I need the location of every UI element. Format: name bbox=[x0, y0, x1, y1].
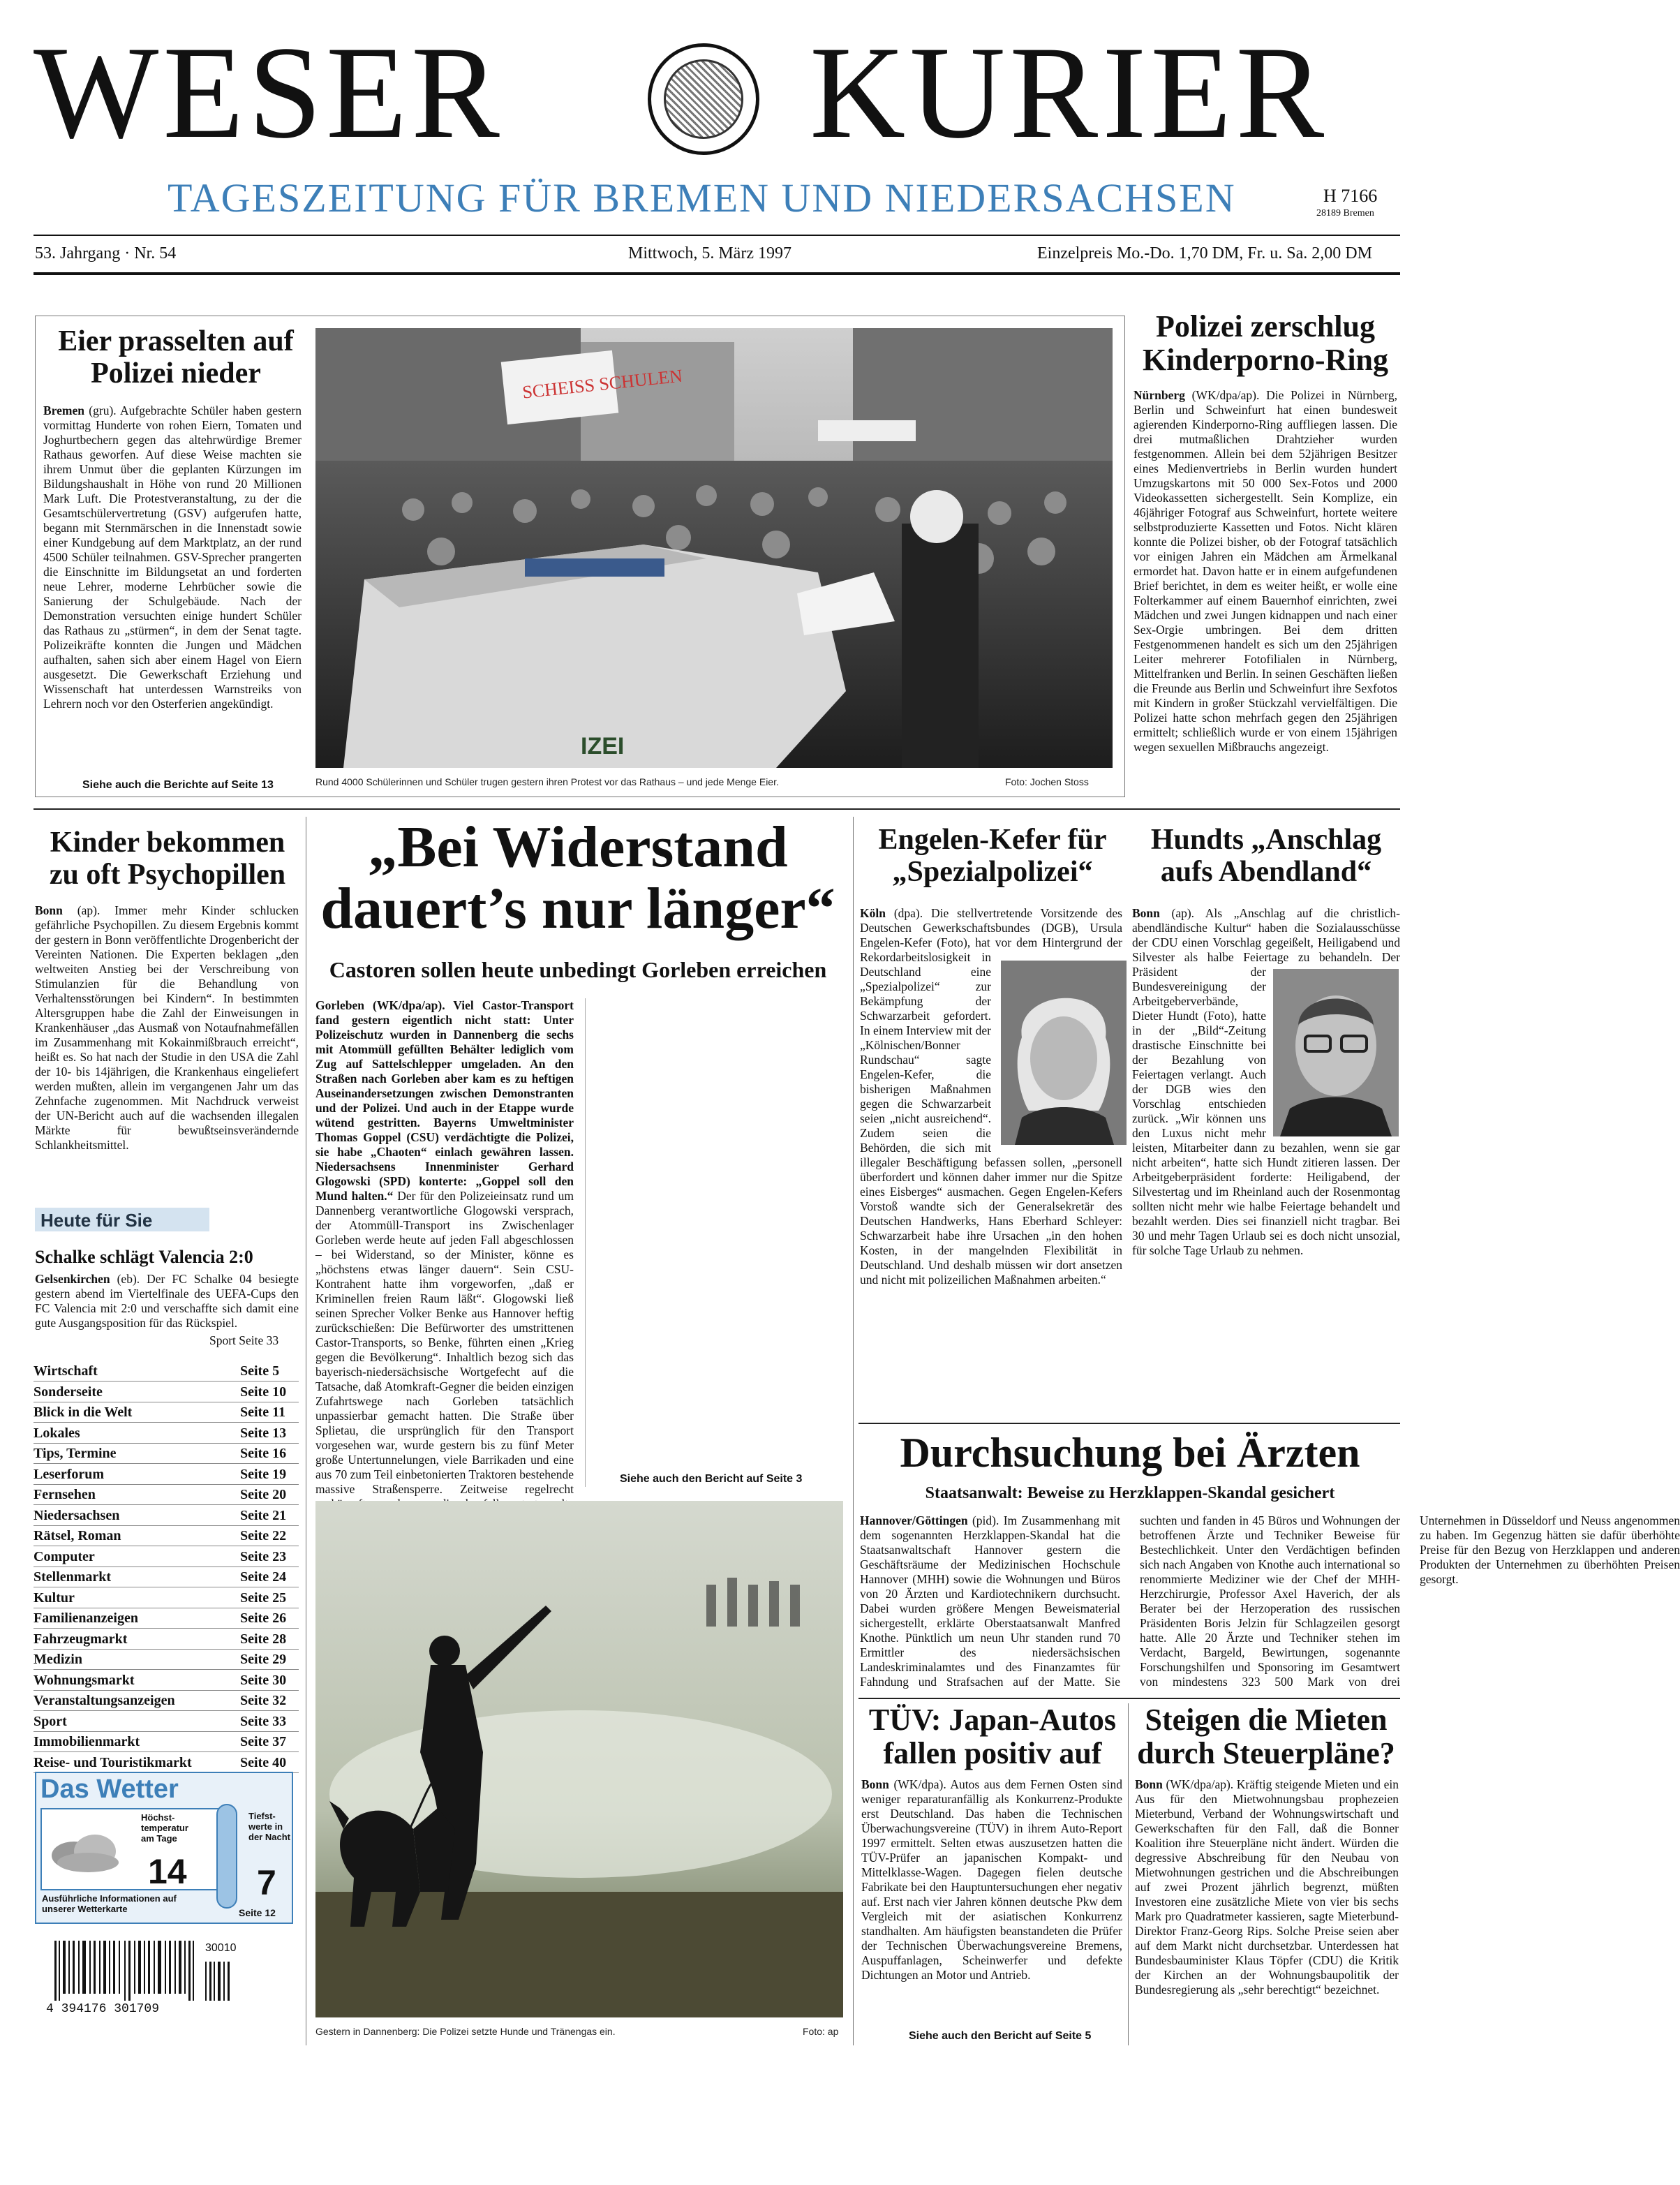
index-row bbox=[34, 1732, 299, 1752]
index-section-name: Kultur bbox=[34, 1590, 75, 1606]
index-page-number: Seite 30 bbox=[240, 1672, 287, 1688]
index-section-name: Fernsehen bbox=[34, 1487, 96, 1502]
index-row bbox=[34, 1382, 299, 1402]
barcode-digits: 4 394176 301709 bbox=[46, 2002, 160, 2016]
index-section-name: Medizin bbox=[34, 1652, 82, 1667]
protest-photo-caption: Rund 4000 Schülerinnen und Schüler trugen gestern ihren Protest vor das Rathaus – und jede Menge Eier. bbox=[315, 776, 779, 787]
kinder-dateline: Bonn bbox=[35, 903, 63, 917]
postal-code-number: H 7166 bbox=[1323, 186, 1378, 206]
eier-page-ref: Siehe auch die Berichte auf Seite 13 bbox=[82, 779, 274, 791]
eier-dateline: Bremen bbox=[43, 403, 84, 417]
index-row bbox=[34, 1691, 299, 1711]
column-divider-bottom bbox=[1128, 1703, 1129, 2045]
index-page-number: Seite 26 bbox=[240, 1610, 287, 1626]
index-row bbox=[34, 1671, 299, 1691]
eier-headline: Eier prasselten auf Polizei nieder bbox=[58, 325, 294, 390]
heute-headline: Schalke schlägt Valencia 2:0 bbox=[35, 1247, 253, 1267]
bottom-rule bbox=[858, 1698, 1400, 1699]
dannenberg-photo bbox=[315, 1501, 843, 2017]
index-page-number: Seite 21 bbox=[240, 1507, 287, 1523]
cloud-icon bbox=[46, 1826, 123, 1875]
lead-headline: „Bei Widerstand dauert’s nur länger“ bbox=[320, 815, 835, 942]
durch-subhead: Staatsanwalt: Beweise zu Herzklappen-Skandal gesichert bbox=[925, 1484, 1335, 1502]
mieten-dateline: Bonn bbox=[1135, 1777, 1163, 1791]
lead-dateline: Gorleben bbox=[315, 998, 364, 1012]
index-section-name: Veranstaltungsanzeigen bbox=[34, 1693, 175, 1708]
dannenberg-photo-credit: Foto: ap bbox=[803, 2026, 839, 2037]
index-row bbox=[34, 1444, 299, 1464]
index-row bbox=[34, 1402, 299, 1423]
durch-headline: Durchsuchung bei Ärzten bbox=[900, 1430, 1360, 1476]
polizei-dateline: Nürnberg bbox=[1133, 388, 1185, 402]
index-page-number: Seite 11 bbox=[240, 1405, 285, 1420]
mieten-body bbox=[1135, 1777, 1399, 2050]
index-section-name: Niedersachsen bbox=[34, 1507, 120, 1523]
price-info: Einzelpreis Mo.-Do. 1,70 DM, Fr. u. Sa. 2,00 DM bbox=[1037, 244, 1372, 262]
index-section-name: Immobilienmarkt bbox=[34, 1734, 140, 1749]
index-page-number: Seite 40 bbox=[240, 1754, 287, 1770]
weather-page-ref: Seite 12 bbox=[239, 1907, 276, 1918]
lead-text: Der für den Polizeieinsatz rund um Dannenberg verantwortliche Glogowski versprach, der Atommüll-Transport ins Zwischenlager Gorleben werde heute auf jeden Fall abgeschlossen – bei Widerstand, so der Minister, könne es „höchstens etwas länger dauern“. Sein CSU-Kontrahent hatte ihm vorgeworfen, „daß er Kriminellen freien Raum läßt“. Glogowski ließ seinen Sprecher Volker Benke aus Hannover heftig zurückschießen: Die Befürworter des umstrittenen Castor-Transports, so Benke, führten einen „Krieg gegen die Bevölkerung“. Inhaltlich bezog sich das bayerisch-niedersächsische Wortgefecht auf die Tatsache, daß Atomkraft-Gegner die beiden einzigen Zufahrtswege nach Gorleben tatsächlich unpassierbar gemacht hatten. Die Straße über Splietau, die ursprünglich für den Transport vorgesehen war, wurde gestern bis zu fünf Meter große Untertunnelungen, viele Barrikaden und eine aus 70 zum Teil einbetonierten Traktoren bestehende massive Straßensperre. Zeitweise regelrecht bbox=[315, 1189, 574, 1496]
index-row bbox=[34, 1547, 299, 1567]
masthead-title-left: WESER bbox=[34, 20, 504, 166]
protest-photo-credit: Foto: Jochen Stoss bbox=[1005, 776, 1089, 787]
index-row bbox=[34, 1361, 299, 1382]
engelen-flow bbox=[860, 906, 1122, 1416]
index-section-name: Wirtschaft bbox=[34, 1363, 98, 1379]
low-temp-label: Tiefst-werte in der Nacht bbox=[248, 1811, 290, 1842]
heute-page-ref: Sport Seite 33 bbox=[209, 1333, 279, 1347]
durch-dateline: Hannover/Göttingen bbox=[860, 1513, 968, 1527]
index-row bbox=[34, 1567, 299, 1587]
protest-sign-text: SCHEISS SCHULEN bbox=[521, 365, 684, 403]
index-section-name: Familienanzeigen bbox=[34, 1610, 138, 1626]
index-row bbox=[34, 1526, 299, 1546]
durch-body bbox=[860, 1513, 1680, 1689]
index-row bbox=[34, 1588, 299, 1608]
column-divider-middle bbox=[853, 817, 854, 2045]
index-section-name: Stellenmarkt bbox=[34, 1569, 112, 1585]
edition-info: 53. Jahrgang · Nr. 54 bbox=[35, 244, 177, 262]
polizei-text: (WK/dpa/ap). Die Polizei in Nürnberg, Berlin und Schweinfurt hat einen bundesweit agierenden Kinderporno-Ring auffliegen lassen. Die drei mutmaßlichen Drahtzieher wurden festgenommen. Allein bei dem 52jährigen Besitzer eines Medienvertriebs in Berlin wurden hundert Umzugskartons mit 50 000 Sex-Fotos und 2000 Videokassetten sichergestellt. Sein Komplize, ein 46jähriger Fotograf aus Schweinfurt, hortete weitere selbstproduzierte Kassetten und Fotos. Nicht klären konnte die Polizei bisher, ob der Fotograf tatsächlich vor einigen Jahren ein Mädchen am Ärmelkanal ermordet hat. Davon hatte er in einem aufgefundenen Brief berichtet, in dem es weiter heißt, er wolle eine Folterkammer auf einem Bauernhof einrichten, zwei Mädchen und zwei Jungen kidnappen und nach einer Sex-Orgie umbringen. Bei dem dritten Festgenommenen handelt es sich um den 25jährigen Leiter mehrerer Fotofilialen in Nürnberg, Mittelfranken und Berlin. In seinen Geschäften ließen die Freunde aus Berlin und Schweinfurt ihre Sexfotos mit Kindern in großer Stückzahl vervielfältigen. Die Polizei hatte schon mehrfach gegen den 25jährigen ermittelt; schließlich wurde er von einem 15jährigen wegen sexuellen Mißbrauchs angezeigt. bbox=[1133, 388, 1397, 754]
engelen-flow-text: (dpa). Die stellvertretende Vorsitzende des Deutschen Gewerkschaftsbundes (DGB), Ursula Engelen-Kefer (Foto), hat vor dem Hintergrund der Rekordarbeitslosigkeit in Deutschland eine „Spezialpolizei“ zur Bekämpfung der Schwarzarbeit gefordert. In einem Interview mit der „Kölnischen/Bonner Rundschau“ sagte Engelen-Kefer, die bisherigen Maßnahmen gegen die Schwarzarbeit seien „nicht ausreichend“. Zudem seien die Behörden, die sich mit illegaler Beschäftigung befassen sollen, „personell überfordert und können daher immer nur die Spitze eines Eisberges“ ausmachen. Gegen Engelen-Kefers Vorstoß wandte sich der Generalsekretär des Deutschen Handwerks, Hans Eberhard Schleyer: Schwarzarbeit habe ihre Ursachen „in den hohen Kosten, in der mangelnden Flexibilität in Deutschland. Und deshalb müssen wir dort ansetzen und nicht mit polizeilichen Maßnahmen arbeiten.“ bbox=[860, 906, 1122, 1287]
protest-photo bbox=[315, 328, 1113, 768]
index-section-name: Leserforum bbox=[34, 1466, 105, 1482]
index-page-number: Seite 25 bbox=[240, 1590, 287, 1606]
engelen-flow-dateline: Köln bbox=[860, 906, 886, 920]
kinder-headline: Kinder bekommen zu oft Psychopillen bbox=[49, 827, 286, 891]
index-section-name: Computer bbox=[34, 1548, 95, 1564]
dannenberg-photo-caption: Gestern in Dannenberg: Die Polizei setzte Hunde und Tränengas ein. bbox=[315, 2026, 616, 2037]
index-page-number: Seite 32 bbox=[240, 1693, 287, 1708]
weather-box bbox=[35, 1772, 293, 1924]
polizei-body bbox=[1133, 388, 1397, 800]
heute-body bbox=[35, 1272, 299, 1332]
polizei-headline: Polizei zerschlug Kinderporno-Ring bbox=[1142, 309, 1389, 378]
index-page-number: Seite 19 bbox=[240, 1466, 287, 1482]
issue-date: Mittwoch, 5. März 1997 bbox=[628, 244, 791, 262]
lead-intro: (WK/dpa/ap). Viel Castor-Transport fand gestern eigentlich nicht statt: Unter Polizeischutz wurden in Dannenberg die sechs mit Atommüll gefüllten Behälter lediglich vom Zug auf Sattelschlepper umgeladen. An den Straßen nach Gorleben aber kam es zu heftigen Auseinandersetzungen zwischen Demonstranten und der Polizei. Und auch in der Etappe wurde wütend gestritten. Bayerns Umweltminister Thomas Goppel (CSU) verdächtigte die Polizei, sie habe „Chaoten“ einlach gewähren lassen. Niedersachsens Innenminister Gerhard Glogowski (SPD) konterte: „Goppel soll den Mund halten.“ bbox=[315, 998, 574, 1203]
index-row bbox=[34, 1608, 299, 1629]
index-section-name: Fahrzeugmarkt bbox=[34, 1631, 128, 1647]
postal-city: 28189 Bremen bbox=[1316, 208, 1374, 218]
durch-text: (pid). Im Zusammenhang mit dem sogenannten Herzklappen-Skandal hat die Staatsanwaltschaft Hannover gestern die Geschäftsräume der Medizinischen Hochschule Hannover (MHH) sowie die Wohnungen und Büros von 20 Ärzten und Kardiotechnikern durchsucht. Dabei wurden größere Mengen Beweismaterial sichergestellt, erklärte Oberstaatsanwalt Manfred Knothe. Pünktlich um neun Uhr standen rund 70 Ermittler des niedersächsischen Landeskriminalamtes und des Finanzamtes für Fahndung und Strafsachen auf der Matte. Sie suchten und fanden in 45 Büros und Wohnungen der betroffenen Ärzte und Techniker Beweise für Bestechlichkeit. Unter den Verdächtigen befinden sich nach Angaben von Knothe auch international so renommierte Mediziner wie der Chef der MHH-Herzchirurgie, Professor Axel Haverich, der als Berater bei der Herzoperation des russischen Präsidenten Boris Jelzin für Schlagzeilen gesorgt hatte. Alle 20 Ärzte und Techniker stehen im Verdacht, Bargeld, Bewirtungen, sogenannte Forschungshilfen und Sponsoring im Gesamtwert von mindestens 323 500 Mark von drei Unternehmen in Düsseldorf und Neuss angenommen zu haben. Im Gegenzug hätten sie dafür überhöhte Preise für den Bezug von Herzklappen und anderen Produkten der Unternehmen zu überhöhten Preisen gesorgt. bbox=[860, 1513, 1680, 1689]
hundt-headline: Hundts „Anschlag aufs Abendland“ bbox=[1150, 824, 1382, 889]
index-section-name: Wohnungsmarkt bbox=[34, 1672, 135, 1688]
index-row bbox=[34, 1753, 299, 1773]
lead-page-ref: Siehe auch den Bericht auf Seite 3 bbox=[620, 1473, 803, 1485]
masthead-title-right: KURIER bbox=[810, 20, 1329, 166]
index-section-name: Sonderseite bbox=[34, 1384, 103, 1400]
hundt-flow bbox=[1132, 906, 1400, 1417]
tuev-dateline: Bonn bbox=[861, 1777, 889, 1791]
weather-title: Das Wetter bbox=[40, 1775, 179, 1804]
index-row bbox=[34, 1423, 299, 1444]
index-page-number: Seite 5 bbox=[240, 1363, 280, 1379]
city-seal-logo bbox=[648, 43, 759, 155]
barcode bbox=[43, 1941, 246, 2017]
masthead-tagline: TAGESZEITUNG FÜR BREMEN UND NIEDERSACHSEN bbox=[168, 175, 1236, 221]
index-page-number: Seite 28 bbox=[240, 1631, 287, 1647]
eier-body bbox=[43, 403, 302, 786]
index-page-number: Seite 20 bbox=[240, 1487, 287, 1502]
tuev-page-ref: Siehe auch den Bericht auf Seite 5 bbox=[909, 2030, 1092, 2042]
heute-dateline: Gelsenkirchen bbox=[35, 1272, 110, 1286]
hundt-flow-dateline: Bonn bbox=[1132, 906, 1160, 920]
index-page-number: Seite 23 bbox=[240, 1548, 287, 1564]
index-page-number: Seite 10 bbox=[240, 1384, 287, 1400]
mieten-text: (WK/dpa/ap). Kräftig steigende Mieten und ein Aus für den Mietwohnungsbau prophezeien Mieterbund, Verband der Wohnungswirtschaft und Gewerkschaften für den Fall, daß die Bonner Koalition ihre Steuerpläne nicht ändert. Würden die degressive Abschreibung für den Neubau von Mietwohnungen gestrichen und die Abschreibungen auf zwei Prozent jährlich begrenzt, müßten Investoren eine zusätzliche Miete von vier bis sechs Mark pro Quadratmeter kassieren, sagte Mieterbund-Direktor Franz-Georg Rips. Solche Preise seien aber auf dem Markt nicht durchsetzbar. Unterdessen hat Bundesbauminister Klaus Töpfer (CDU) die Kritik der Kirchen an der Wohnungsbaupolitik der Bundesregierung als „sehr berechtigt“ bezeichnet. bbox=[1135, 1777, 1399, 1997]
eier-text: (gru). Aufgebrachte Schüler haben gestern vormittag Hunderte von rohen Eiern, Tomaten und Joghurtbechern gegen das altehrwürdige Bremer Rathaus geworfen. Auf diese Weise machten sie ihrem Unmut über die geplanten Kürzungen im Bildungshaushalt in Höhe von rund 20 Millionen Mark Luft. Die Protestveranstaltung, zu der die Gesamtschülervertretung (GSV) aufgerufen hatte, begann mit Sternmärschen in die Innenstadt sowie einer Kundgebung auf dem Marktplatz, an der rund 4500 Schüler teilnahmen. GSV-Sprecher prangerten die Einschnitte im Bildungsetat an und forderten neue Lehrer, moderne Lehrbücher sowie die Sanierung der Schulgebäude. Nach der Demonstration versuchten einige hundert Schüler das Rathaus zu „stürmen“, in dem der Senat tagte. Polizeikräfte konnten die Jungen und Mädchen aufhalten, sahen sich aber einem Hagel von Eiern ausgesetzt. Die Gewerkschaft Erziehung und Wissenschaft hat unterdessen Warnstreiks von Lehrern noch vor den Osterferien angekündigt. bbox=[43, 403, 302, 711]
mieten-headline: Steigen die Mieten durch Steuerpläne? bbox=[1137, 1703, 1395, 1771]
kinder-text: (ap). Immer mehr Kinder schlucken gefährliche Psychopillen. Zu diesem Ergebnis kommt der gestern in Bonn veröffentlichte Drogenbericht der Vereinten Nationen. Die Experten beklagen „den weltweiten Anstieg bei der Verschreibung von Stimulanzien für die Behandlung von Verhaltensstörungen bei Kindern“. In bestimmten Altersgruppen habe die Zahl der Einweisungen in Krankenhäuser „das Ausmaß von Notaufnahmefällen im Zusammenhang mit Kokainmißbrauch erreicht“, heißt es. So hat nach der Studie in den USA die Zahl der 10- bis 14jährigen, die Krankenhaus eingeliefert werden mußten, allein im vergangenen Jahr um das Zehnfache zugenommen. Mit Nachdruck verweist der UN-Bericht auch auf die wachsenden illegalen Märkte für bewußtseinsverändernde Schlankheitsmittel. bbox=[35, 903, 299, 1152]
section-rule bbox=[34, 808, 1400, 810]
index-row bbox=[34, 1506, 299, 1526]
masthead-rule-top bbox=[34, 235, 1400, 236]
index-page-number: Seite 22 bbox=[240, 1528, 287, 1543]
index-page-number: Seite 13 bbox=[240, 1425, 287, 1441]
hundt-flow-text: (ap). Als „Anschlag auf die christlich-abendländische Kultur“ haben die Sozialausschüsse der CDU einen Vorschlag gegeißelt, Heiligabend und Silvester als halbe Feiertage zu behandeln. Der Präsident der Bundesvereinigung der Arbeitgeberverbände, Dieter Hundt (Foto), hatte in der „Bild“-Zeitung drastische Einschnitte bei der Bezahlung von Feiertagen verlangt. Auch der DGB wies den Vorschlag entschieden zurück. „Wir können uns den Luxus nicht mehr leisten, Mitarbeiter dann zu bezahlen, wenn sie gar nicht arbeiten“, hatte sich Hundt zitieren lassen. Der Arbeitgeberpräsident forderte: Heiligabend, der Silvestertag und im Rheinland auch der Rosenmontag sollten nicht mehr wie halbe Feiertage behandelt und bezahlt werden. Dies sei finanziell nicht tragbar. Bei 30 und mehr Tagen Urlaub sei es doch nicht unsozial, für solche Tage Urlaub zu nehmen. bbox=[1132, 906, 1400, 1257]
heute-label: Heute für Sie bbox=[40, 1210, 153, 1231]
police-car-text: IZEI bbox=[581, 733, 625, 760]
durch-rule bbox=[858, 1423, 1400, 1424]
index-section-name: Lokales bbox=[34, 1425, 80, 1441]
masthead-rule-bottom bbox=[34, 272, 1400, 275]
index-row bbox=[34, 1712, 299, 1732]
index-section-name: Tips, Termine bbox=[34, 1446, 117, 1461]
index-page-number: Seite 29 bbox=[240, 1652, 287, 1667]
index-row bbox=[34, 1629, 299, 1650]
index-page-number: Seite 16 bbox=[240, 1446, 287, 1461]
index-page-number: Seite 37 bbox=[240, 1734, 287, 1749]
thermometer-icon bbox=[216, 1804, 237, 1909]
heute-text: (eb). Der FC Schalke 04 besiegte gestern abend im Viertelfinale des UEFA-Cups den FC Valencia mit 2:0 und verschaffte sich damit eine gute Ausgangsposition für das Rückspiel. bbox=[35, 1272, 299, 1330]
index-section-name: Blick in die Welt bbox=[34, 1405, 133, 1420]
engelen-headline: Engelen-Kefer für „Spezialpolizei“ bbox=[878, 824, 1107, 889]
index-section-name: Reise- und Touristikmarkt bbox=[34, 1754, 192, 1770]
index-page-number: Seite 33 bbox=[240, 1713, 287, 1729]
kinder-body bbox=[35, 903, 299, 1197]
index-page-number: Seite 24 bbox=[240, 1569, 287, 1585]
low-temp-value: 7 bbox=[257, 1863, 276, 1902]
weather-info: Ausführliche Informationen auf unserer Wetterkarte bbox=[42, 1893, 177, 1914]
tuev-headline: TÜV: Japan-Autos fallen positiv auf bbox=[868, 1703, 1117, 1771]
tuev-body bbox=[861, 1777, 1122, 2029]
index-row bbox=[34, 1465, 299, 1485]
index-row bbox=[34, 1485, 299, 1505]
high-temp-label: Höchst-temperatur am Tage bbox=[141, 1812, 188, 1844]
index-section-name: Rätsel, Roman bbox=[34, 1528, 121, 1543]
index-section-name: Sport bbox=[34, 1713, 67, 1729]
high-temp-value: 14 bbox=[148, 1852, 187, 1891]
barcode-addon: 30010 bbox=[205, 1942, 237, 1954]
lead-subhead: Castoren sollen heute unbedingt Gorleben erreichen bbox=[329, 957, 827, 982]
index-row bbox=[34, 1650, 299, 1670]
tuev-text: (WK/dpa). Autos aus dem Fernen Osten sind weniger reparaturanfällig als Konkurrenz-Produkte erst Deutschland. Das haben die Technischen Überwachungsvereine (TÜV) in ihrem Auto-Report 1997 ermittelt. Selten etwas auszusetzen hatten die TÜV-Prüfer an japanischen Kompakt- und Mittelklasse-Wagen. Dagegen fielen deutsche Fabrikate bei den Hauptuntersuchungen eher negativ auf. Erst nach vier Jahren können deutsche Pkw dem Vergleich mit der asiatischen Konkurrenz standhalten. Am häufigsten beanstandeten die Prüfer der Technischen Überwachungsvereine Bremens, Auspuffanlagen, Scheinwerfer und defekte Dichtungen an Motor und Antrieb. bbox=[861, 1777, 1122, 1982]
lead-column-rule bbox=[585, 998, 586, 1487]
